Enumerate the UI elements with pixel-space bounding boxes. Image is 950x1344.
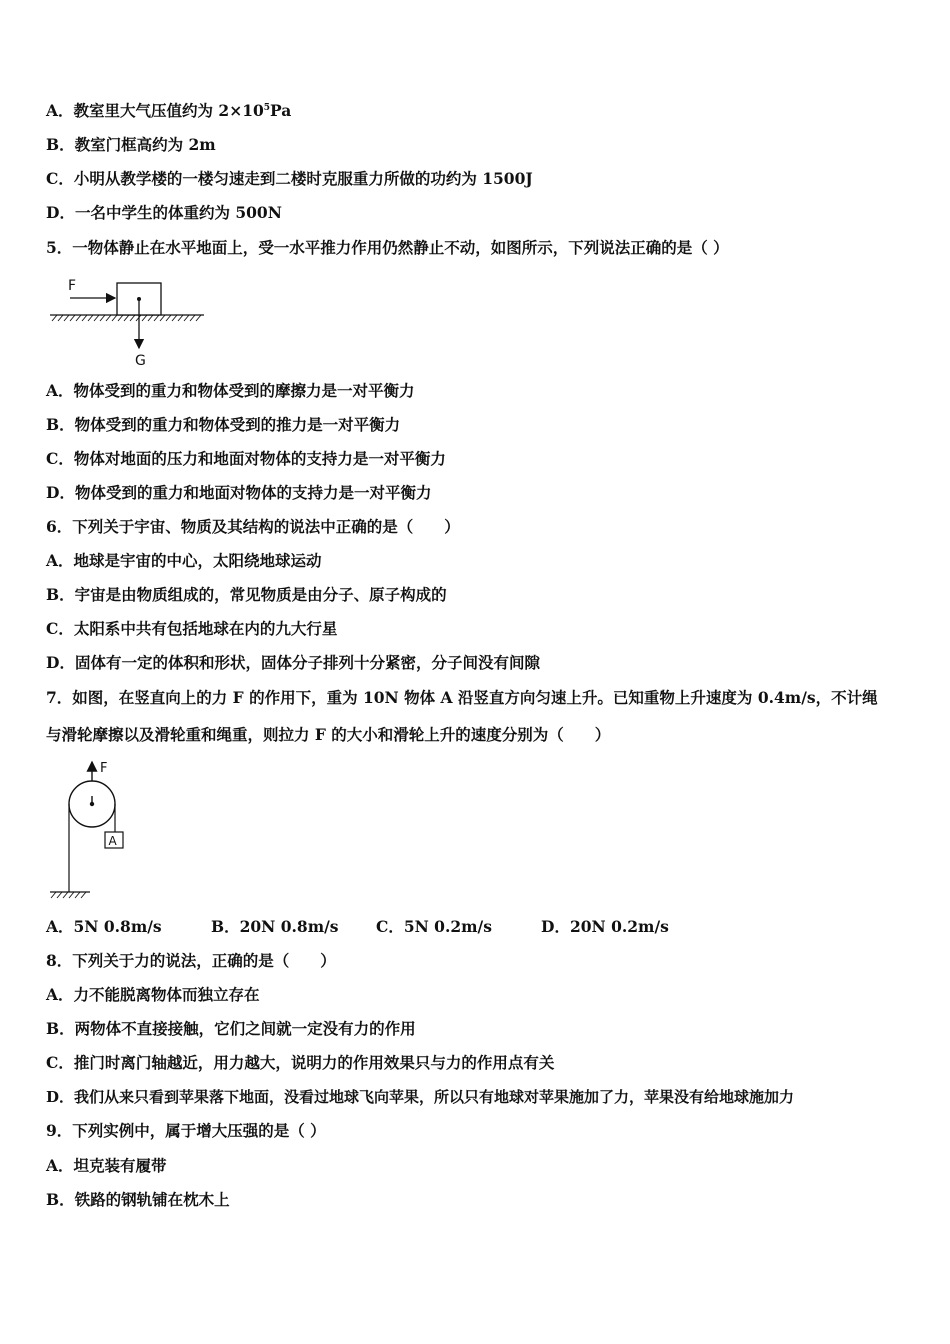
q6-option-a: A．地球是宇宙的中心，太阳绕地球运动 [46,551,322,570]
q5-option-c: C．物体对地面的压力和地面对物体的支持力是一对平衡力 [46,449,446,468]
q4-option-a-unit: Pa [270,101,292,120]
q6-option-d: D．固体有一定的体积和形状，固体分子排列十分紧密，分子间没有间隙 [46,653,540,672]
q9-option-b: B．铁路的钢轨铺在枕木上 [46,1190,230,1209]
q5-figure-block-on-ground [46,272,216,372]
q4-option-a-exponent: 5 [263,102,271,113]
q4-option-d: D．一名中学生的体重约为 500N [46,203,282,222]
q9-option-a: A．坦克装有履带 [46,1156,167,1175]
q7-stem-line-1: 7．如图，在竖直向上的力 F 的作用下，重为 10N 物体 A 沿竖直方向匀速上升。已知重物上升速度为 0.4m/s，不计绳 [46,688,878,707]
q7-pulley-axle [90,802,94,806]
q4-option-c: C．小明从教学楼的一楼匀速走到二楼时克服重力所做的功约为 1500J [46,169,533,188]
q4-option-b: B．教室门框高约为 2m [46,135,216,154]
q8-option-d: D．我们从来只看到苹果落下地面，没看过地球飞向苹果，所以只有地球对苹果施加了力，苹果没有给地球施加力 [46,1088,795,1106]
q7-label-a: A [108,834,117,848]
q5-option-a: A．物体受到的重力和物体受到的摩擦力是一对平衡力 [46,381,415,400]
q5-option-b: B．物体受到的重力和物体受到的推力是一对平衡力 [46,415,401,434]
q9-stem: 9．下列实例中，属于增大压强的是（ ） [46,1121,326,1140]
q8-option-b: B．两物体不直接接触，它们之间就一定没有力的作用 [46,1019,416,1038]
q7-option-a: A．5N 0.8m/s [46,917,162,936]
q8-option-c: C．推门时离门轴越近，用力越大，说明力的作用效果只与力的作用点有关 [46,1053,555,1072]
q6-stem: 6．下列关于宇宙、物质及其结构的说法中正确的是（ ） [46,517,460,536]
q5-label-f: F [68,278,77,294]
q7-stem-line-2: 与滑轮摩擦以及滑轮重和绳重，则拉力 F 的大小和滑轮上升的速度分别为（ ） [46,725,611,744]
q5-option-d: D．物体受到的重力和地面对物体的支持力是一对平衡力 [46,483,432,502]
q7-option-d: D．20N 0.2m/s [541,917,669,936]
q7-option-b: B．20N 0.8m/s [211,917,339,936]
q8-stem: 8．下列关于力的说法，正确的是（ ） [46,951,336,970]
q7-figure-pulley [46,756,146,906]
q4-option-a-text: A．教室里大气压值约为 2×10 [46,101,264,120]
q7-option-c: C．5N 0.2m/s [376,917,492,936]
q6-option-c: C．太阳系中共有包括地球在内的九大行星 [46,619,338,638]
q4-option-a [46,101,291,121]
q5-stem: 5．一物体静止在水平地面上，受一水平推力作用仍然静止不动，如图所示，下列说法正确的是（ ） [46,238,729,257]
q6-option-b: B．宇宙是由物质组成的，常见物质是由分子、原子构成的 [46,585,447,604]
q5-ground-hatching [52,315,201,321]
q8-option-a: A．力不能脱离物体而独立存在 [46,985,260,1004]
q5-label-g: G [135,353,146,369]
q7-ground-hatching [51,892,86,898]
q7-label-f: F [100,761,108,776]
